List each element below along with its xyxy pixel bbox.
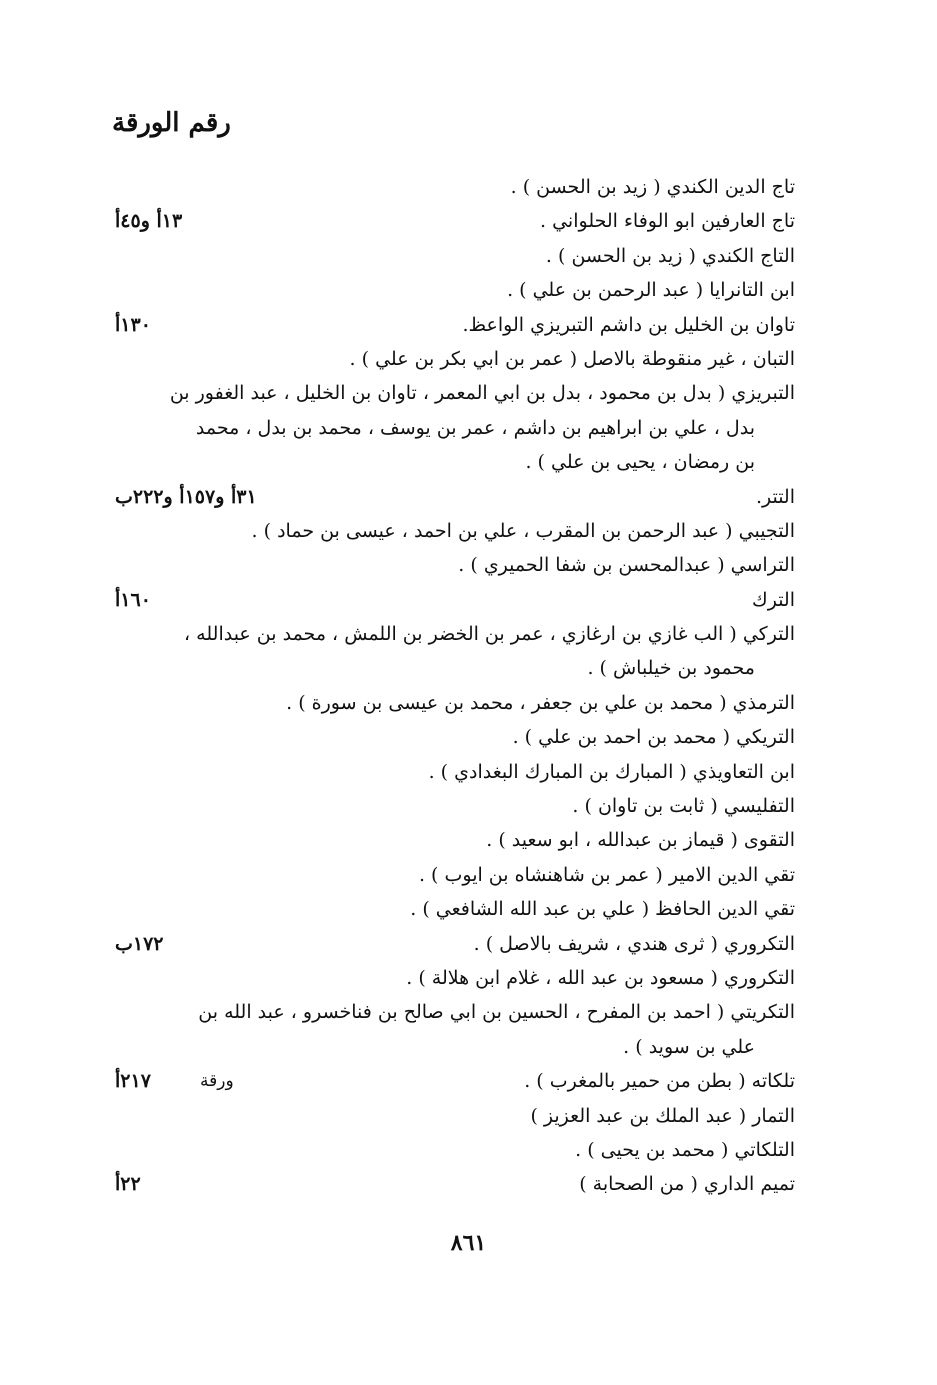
column-title: رقم الورقة	[112, 108, 231, 138]
index-entry	[0, 823, 937, 857]
entry-line	[0, 961, 937, 995]
entry-text: تقي الدين الامير ( عمر بن شاهنشاه بن ايوب ) .	[418, 863, 795, 886]
index-entry	[0, 617, 937, 686]
entry-line	[0, 342, 937, 376]
folio-reference: ١٦٠أ	[115, 588, 151, 611]
index-entry	[0, 170, 937, 204]
entry-text: تلكاته ( بطن من حمير بالمغرب ) .	[524, 1070, 795, 1093]
entry-text: التكريتي ( احمد بن المفرح ، الحسين بن ابي صالح بن فناخسرو ، عبد الله بن	[198, 1001, 795, 1024]
index-entry	[0, 720, 937, 754]
index-entry	[0, 1167, 937, 1201]
index-entry	[0, 995, 937, 1064]
entry-text: التكروري ( مسعود بن عبد الله ، غلام ابن هلالة ) .	[406, 966, 795, 989]
entry-text: التبريزي ( بدل بن محمود ، بدل بن ابي المعمر ، تاوان بن الخليل ، عبد الغفور بن	[169, 382, 795, 405]
entry-line	[0, 617, 937, 651]
folio-reference: ٣١أ و١٥٧أ و٢٢٢ب	[115, 485, 257, 508]
entry-continuation-line	[0, 651, 937, 685]
index-entry	[0, 961, 937, 995]
index-entry	[0, 376, 937, 479]
entry-line	[0, 892, 937, 926]
entry-line	[0, 239, 937, 273]
index-entry	[0, 1064, 937, 1098]
entry-text: بدل ، علي بن ابراهيم بن داشم ، عمر بن يوسف ، محمد بن بدل ، محمد	[195, 416, 755, 439]
entry-text: التجيبي ( عبد الرحمن بن المقرب ، علي بن احمد ، عيسى بن حماد ) .	[251, 519, 795, 542]
entry-text: ابن التانرايا ( عبد الرحمن بن علي ) .	[507, 279, 795, 302]
index-entry	[0, 755, 937, 789]
entry-text: التبان ، غير منقوطة بالاصل ( عمر بن ابي بكر بن علي ) .	[349, 347, 795, 370]
entry-text: التكروري ( ثرى هندي ، شريف بالاصل ) .	[473, 932, 795, 955]
entry-text: التاج الكندي ( زيد بن الحسن ) .	[545, 244, 795, 267]
entry-text: التمار ( عبد الملك بن عبد العزيز )	[530, 1104, 795, 1127]
entry-line	[0, 1167, 937, 1201]
entry-text: تاوان بن الخليل بن داشم التبريزي الواعظ.	[462, 313, 795, 336]
entry-line	[0, 995, 937, 1029]
entry-text: بن رمضان ، يحيى بن علي ) .	[525, 451, 755, 474]
entry-text: التقوى ( قيماز بن عبدالله ، ابو سعيد ) .	[486, 829, 795, 852]
index-entry	[0, 273, 937, 307]
entry-line	[0, 1064, 937, 1098]
entry-line	[0, 170, 937, 204]
entry-text: الترمذي ( محمد بن علي بن جعفر ، محمد بن عيسى بن سورة ) .	[286, 691, 795, 714]
entry-text: التركي ( الب غازي بن ارغازي ، عمر بن الخضر بن اللمش ، محمد بن عبدالله ،	[184, 623, 795, 646]
index-entry	[0, 548, 937, 582]
index-entry	[0, 858, 937, 892]
entry-line	[0, 858, 937, 892]
index-entry	[0, 514, 937, 548]
entry-text: التراسي ( عبدالمحسن بن شفا الحميري ) .	[458, 554, 795, 577]
folio-reference: ٢٢أ	[115, 1173, 141, 1196]
entry-line	[0, 686, 937, 720]
entry-line	[0, 583, 937, 617]
entry-note: ورقة	[200, 1071, 234, 1092]
entry-line	[0, 1133, 937, 1167]
folio-reference: ١٣أ و٤٥أ	[115, 210, 183, 233]
entry-line	[0, 720, 937, 754]
entry-text: الترك	[752, 588, 795, 611]
entry-text: تقي الدين الحافظ ( علي بن عبد الله الشافعي ) .	[410, 898, 795, 921]
index-entry	[0, 480, 937, 514]
index-entry	[0, 789, 937, 823]
index-entry	[0, 1133, 937, 1167]
index-entry	[0, 308, 937, 342]
entry-line	[0, 308, 937, 342]
entry-line	[0, 548, 937, 582]
entry-text: التريكي ( محمد بن احمد بن علي ) .	[512, 726, 795, 749]
page-number: ٨٦١	[450, 1230, 487, 1256]
folio-reference: ٢١٧أ	[115, 1070, 151, 1093]
index-entry	[0, 892, 937, 926]
entry-text: التلكاتي ( محمد بن يحيى ) .	[575, 1138, 795, 1161]
entry-line	[0, 273, 937, 307]
entry-text: محمود بن خيلباش ) .	[587, 657, 755, 680]
index-entry	[0, 1099, 937, 1133]
entry-text: علي بن سويد ) .	[623, 1035, 755, 1058]
entry-continuation-line	[0, 1030, 937, 1064]
index-entry	[0, 239, 937, 273]
entry-line	[0, 376, 937, 410]
entry-line	[0, 789, 937, 823]
entry-text: تميم الداري ( من الصحابة )	[579, 1173, 795, 1196]
entry-line	[0, 1099, 937, 1133]
folio-reference: ١٣٠أ	[115, 313, 151, 336]
entry-continuation-line	[0, 445, 937, 479]
index-entry	[0, 583, 937, 617]
entry-text: التفليسي ( ثابت بن تاوان ) .	[572, 795, 795, 818]
index-entries	[0, 170, 937, 1202]
entry-line	[0, 204, 937, 238]
entry-line	[0, 514, 937, 548]
index-entry	[0, 342, 937, 376]
entry-text: تاج الدين الكندي ( زيد بن الحسن ) .	[510, 176, 795, 198]
entry-line	[0, 823, 937, 857]
folio-reference: ١٧٢ب	[115, 932, 164, 955]
index-entry	[0, 927, 937, 961]
entry-line	[0, 480, 937, 514]
entry-line	[0, 755, 937, 789]
entry-text: تاج العارفين ابو الوفاء الحلواني .	[540, 210, 795, 233]
index-entry	[0, 204, 937, 238]
entry-text: ابن التعاويذي ( المبارك بن المبارك البغدادي ) .	[428, 760, 795, 783]
entry-text: التتر.	[755, 485, 795, 508]
entry-continuation-line	[0, 411, 937, 445]
index-entry	[0, 686, 937, 720]
entry-line	[0, 927, 937, 961]
